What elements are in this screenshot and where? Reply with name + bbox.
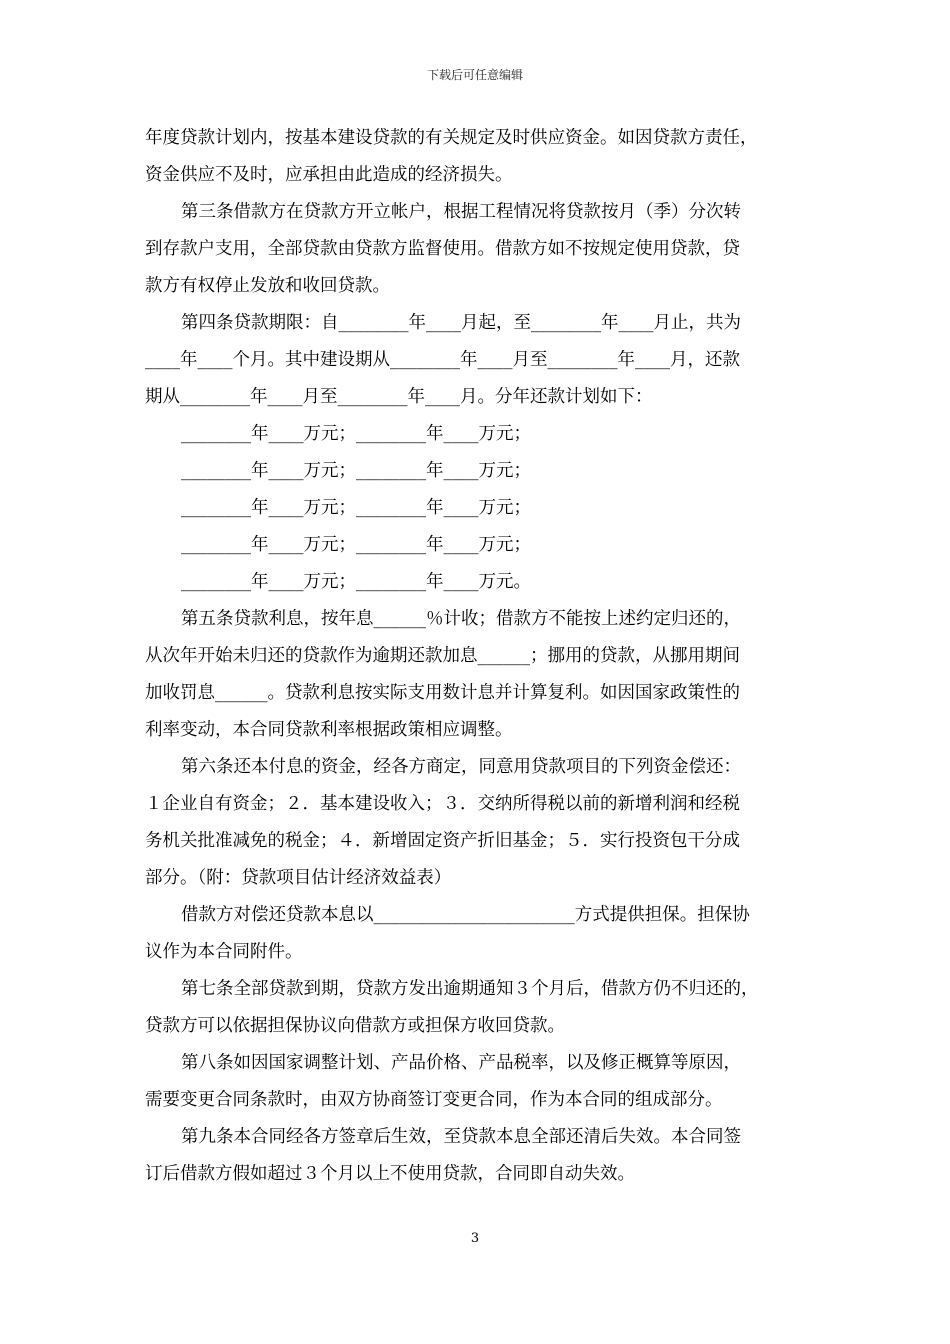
text-line: 从次年开始未归还的贷款作为逾期还款加息______；挪用的贷款，从挪用期间	[145, 646, 740, 666]
text-line: 资金供应不及时，应承担由此造成的经济损失。	[145, 165, 513, 185]
text-line: 利率变动，本合同贷款利率根据政策相应调整。	[145, 720, 513, 740]
text-line: ________年____万元；________年____万元；	[181, 461, 531, 481]
text-line: ________年____万元；________年____万元；	[181, 535, 531, 555]
text-line: ____年____个月。其中建设期从________年____月至________年____月，还款	[145, 350, 740, 370]
text-line: 借款方对偿还贷款本息以_______________________方式提供担保。担保协	[181, 905, 750, 925]
text-line: 款方有权停止发放和收回贷款。	[145, 276, 390, 296]
page-header: 下载后可任意编辑	[426, 68, 523, 82]
text-line: 务机关批准减免的税金；４．新增固定资产折旧基金；５．实行投资包干分成	[145, 831, 740, 851]
text-line: 第五条贷款利息，按年息______％计收；借款方不能按上述约定归还的，	[181, 609, 741, 629]
text-line: 期从________年____月至________年____月。分年还款计划如下：	[145, 387, 653, 407]
text-line: 部分。（附：贷款项目估计经济效益表）	[145, 868, 452, 888]
text-line: 第六条还本付息的资金，经各方商定，同意用贷款项目的下列资金偿还：	[181, 757, 741, 777]
text-line: 议作为本合同附件。	[145, 942, 303, 962]
text-line: 第三条借款方在贷款方开立帐户，根据工程情况将贷款按月（季）分次转	[181, 202, 741, 222]
text-line: 加收罚息______。贷款利息按实际支用数计息并计算复利。如因国家政策性的	[145, 683, 740, 703]
document-body	[145, 120, 811, 1193]
text-line: 到存款户支用，全部贷款由贷款方监督使用。借款方如不按规定使用贷款，贷	[145, 239, 740, 259]
text-line: 需要变更合同条款时，由双方协商签订变更合同，作为本合同的组成部分。	[145, 1090, 723, 1110]
text-line: 贷款方可以依据担保协议向借款方或担保方收回贷款。	[145, 1016, 565, 1036]
text-line: １企业自有资金；２．基本建设收入；３．交纳所得税以前的新增利润和经税	[145, 794, 740, 814]
text-line: ________年____万元；________年____万元；	[181, 498, 531, 518]
text-line: 第八条如因国家调整计划、产品价格、产品税率，以及修正概算等原因，	[181, 1053, 741, 1073]
text-line: 第九条本合同经各方签章后生效，至贷款本息全部还清后失效。本合同签	[181, 1127, 741, 1147]
text-line: ________年____万元；________年____万元。	[181, 572, 531, 592]
text-line: 年度贷款计划内，按基本建设贷款的有关规定及时供应资金。如因贷款方责任，	[145, 128, 758, 148]
text-line: ________年____万元；________年____万元；	[181, 424, 531, 444]
text-line: 订后借款方假如超过３个月以上不使用贷款，合同即自动失效。	[145, 1164, 635, 1184]
text-line: 第七条全部贷款到期，贷款方发出逾期通知３个月后，借款方仍不归还的，	[181, 979, 759, 999]
text-line: 第四条贷款期限：自________年____月起，至________年____月止，共为	[181, 313, 741, 333]
page-number: 3	[470, 1231, 480, 1246]
